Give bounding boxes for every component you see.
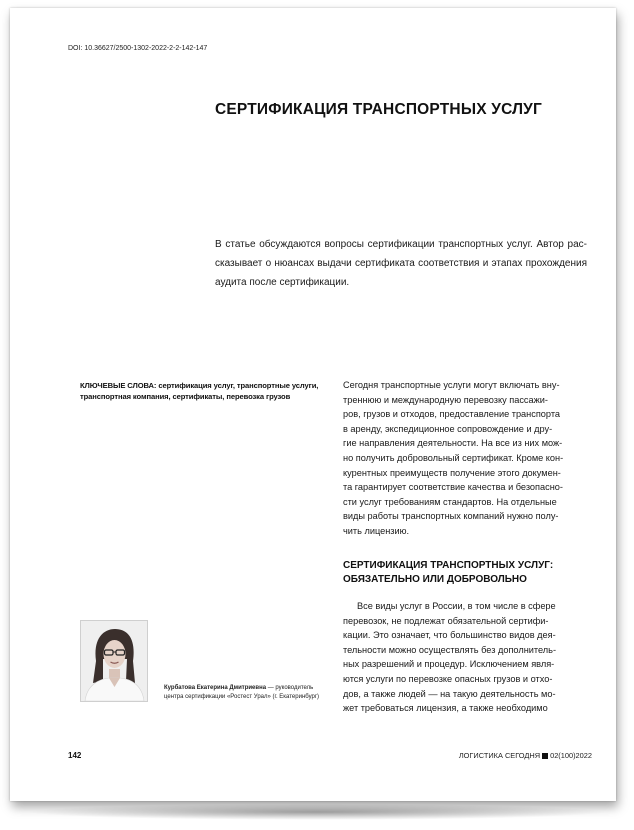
paragraph-line: чить лицензию. (343, 525, 410, 536)
paragraph-line: ных разрешений и процедур. Исключением явля- (343, 659, 555, 670)
author-portrait-icon (81, 621, 147, 701)
keywords-text: сертификация услуг, транспортные услуги, транспортная компания, сертификаты, перевозка грузов (80, 381, 319, 401)
paragraph-line: ются услуги по перевозке опасных грузов и отхо- (343, 673, 553, 684)
paragraph-line: курентных преимуществ получение этого докумен- (343, 467, 561, 478)
section-heading-line: ОБЯЗАТЕЛЬНО ИЛИ ДОБРОВОЛЬНО (343, 574, 527, 585)
paragraph-line: жет требоваться лицензия, а также необходимо (343, 703, 548, 714)
paragraph-line: тельности можно осуществлять без дополнитель- (343, 644, 557, 655)
abstract (215, 235, 587, 292)
author-name: Курбатова Екатерина Дмитриевна (164, 685, 267, 691)
journal-issue: 02(100)2022 (550, 751, 592, 760)
paragraph-line: та гарантирует соответствие качества и безопасно- (343, 482, 563, 493)
paragraph-line: гие направления деятельности. На все из них мож- (343, 438, 563, 449)
paragraph-line: перевозок, не подлежат обязательной сертифи- (343, 615, 549, 626)
paragraph-line: виды работы транспортных компаний нужно полу- (343, 511, 559, 522)
keywords-label: КЛЮЧЕВЫЕ СЛОВА: (80, 381, 157, 390)
paragraph-line: дов, а также людей — на такую деятельность мо- (343, 688, 556, 699)
abstract-line: аудита после сертификации. (215, 277, 350, 288)
author-photo (80, 620, 148, 702)
paragraph-line: кации. Это означает, что большинство видов дея- (343, 630, 556, 641)
paragraph-line: Все виды услуг в России, в том числе в сфере (357, 601, 556, 611)
section-heading (343, 559, 588, 587)
paragraph-line: в аренду, экспедиционное сопровождение и дру- (343, 423, 553, 434)
paragraph-line: треннюю и международную перевозку пассажи- (343, 394, 548, 405)
page-number: 142 (68, 751, 82, 760)
square-icon (542, 753, 548, 759)
journal-name: ЛОГИСТИКА СЕГОДНЯ (458, 751, 541, 760)
section-paragraph (343, 599, 588, 716)
doi-line: DOI: 10.36627/2500-1302-2022-2-2-142-147 (68, 45, 208, 52)
abstract-line: сказывает о нюансах выдачи сертификата соответствия и этапах прохождения (215, 258, 587, 269)
paragraph-line: сти услуг требованиям стандартов. На отдельные (343, 496, 557, 507)
article-title: СЕРТИФИКАЦИЯ ТРАНСПОРТНЫХ УСЛУГ (215, 101, 542, 118)
paragraph-line: но получить добровольный сертификат. Кроме кон- (343, 452, 564, 463)
keywords (80, 380, 330, 402)
journal-footer (459, 751, 592, 760)
author-caption (164, 684, 324, 702)
paragraph-line: Сегодня транспортные услуги могут включать вну- (343, 380, 560, 390)
author-role: — руководитель центра сертификации «Ростест Урал» (г. Екатеринбург) (164, 685, 320, 700)
page-shadow (24, 804, 610, 820)
paragraph-line: ров, грузов и отходов, предоставление транспорта (343, 409, 561, 420)
section-heading-line: СЕРТИФИКАЦИЯ ТРАНСПОРТНЫХ УСЛУГ: (343, 560, 554, 571)
abstract-line: В статье обсуждаются вопросы сертификации транспортных услуг. Автор рас- (215, 239, 587, 250)
intro-paragraph (343, 378, 588, 539)
